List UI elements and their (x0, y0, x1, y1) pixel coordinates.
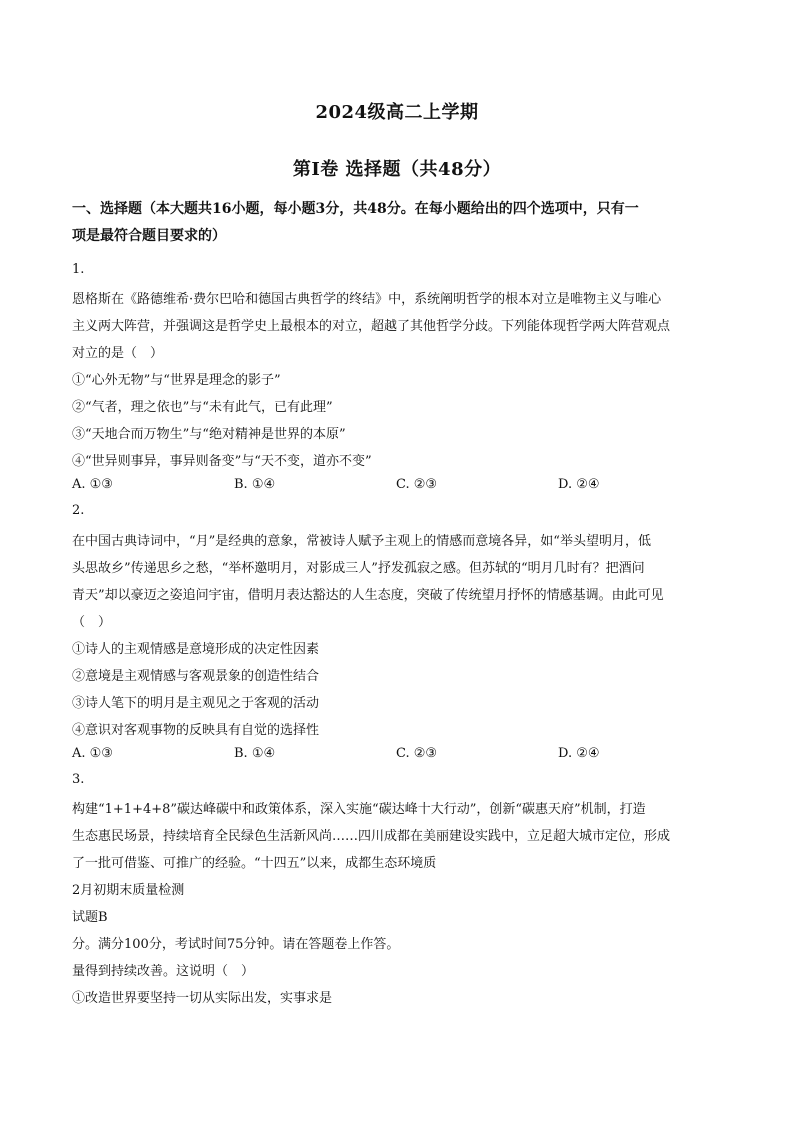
page-subtitle: 第Ⅰ卷 选择题（共48分） (292, 159, 502, 180)
option-a: A. ①③ (72, 746, 113, 761)
question-number: 1. (72, 262, 85, 277)
question-stem-line: 主义两大阵营，并强调这是哲学史上最根本的对立，超越了其他哲学分歧。下列能体现哲学两大阵营观点 (72, 319, 671, 334)
answer-options (72, 746, 722, 764)
question-number: 3. (72, 772, 85, 787)
statement: ①改造世界要坚持一切从实际出发，实事求是 (72, 991, 333, 1006)
question-stem-line: 生态惠民场景，持续培育全民绿色生活新风尚……四川成都在美丽建设实践中，立足超大城市定位，形成 (72, 829, 671, 844)
question-stem-line: （ ） (72, 615, 112, 630)
option-c: C. ②③ (396, 746, 438, 761)
statement: ①诗人的主观情感是意境形成的决定性因素 (72, 642, 320, 657)
question-stem-line: 恩格斯在《路德维希·费尔巴哈和德国古典哲学的终结》中，系统阐明哲学的根本对立是唯物主义与唯心 (72, 292, 662, 307)
text-fragment: 分。满分100分，考试时间75分钟。请在答题卷上作答。 (72, 937, 400, 952)
question-stem-line: 对立的是（ ） (72, 346, 164, 361)
statement: ④“世异则事异，事异则备变”与“天不变，道亦不变” (72, 454, 372, 469)
question-stem-line: 头思故乡”传递思乡之愁，“举杯邀明月，对影成三人”抒发孤寂之感。但苏轼的“明月几时有？把酒问 (72, 561, 645, 576)
statement: ③诗人笔下的明月是主观见之于客观的活动 (72, 696, 320, 711)
option-b: B. ①④ (234, 746, 276, 761)
question-number: 2. (72, 503, 85, 518)
option-d: D. ②④ (558, 746, 600, 761)
section-heading-line: 项是最符合题目要求的） (72, 228, 226, 244)
option-b: B. ①④ (234, 477, 276, 492)
statement: ③“天地合而万物生”与“绝对精神是世界的本原” (72, 427, 346, 442)
option-c: C. ②③ (396, 477, 438, 492)
section-heading (72, 196, 722, 250)
section-heading-line: 一、选择题（本大题共16小题，每小题3分，共48分。在每小题给出的四个选项中，只有一 (72, 201, 639, 217)
answer-options (72, 477, 722, 495)
statement: ②“气者，理之依也”与“未有此气，已有此理” (72, 400, 333, 415)
statement: ④意识对客观事物的反映具有自觉的选择性 (72, 723, 320, 738)
question-stem-line: 在中国古典诗词中，“月”是经典的意象，常被诗人赋予主观上的情感而意境各异，如“举头望明月，低 (72, 534, 651, 549)
question-stem-line: 构建“1+1+4+8”碳达峰碳中和政策体系，深入实施“碳达峰十大行动”，创新“碳惠天府”机制，打造 (72, 802, 646, 817)
question-stem-line: 了一批可借鉴、可推广的经验。“十四五”以来，成都生态环境质 (72, 856, 437, 871)
option-d: D. ②④ (558, 477, 600, 492)
text-fragment: 量得到持续改善。这说明（ ） (72, 964, 255, 979)
question-stem-line: 青天”却以豪迈之姿追问宇宙，借明月表达豁达的人生态度，突破了传统望月抒怀的情感基调。由此可见 (72, 588, 664, 603)
option-a: A. ①③ (72, 477, 113, 492)
statement: ①“心外无物”与“世界是理念的影子” (72, 373, 281, 388)
text-fragment: 2月初期末质量检测 (72, 883, 185, 898)
page-title: 2024级高二上学期 (315, 102, 479, 123)
text-fragment: 试题B (72, 910, 108, 925)
statement: ②意境是主观情感与客观景象的创造性结合 (72, 669, 320, 684)
